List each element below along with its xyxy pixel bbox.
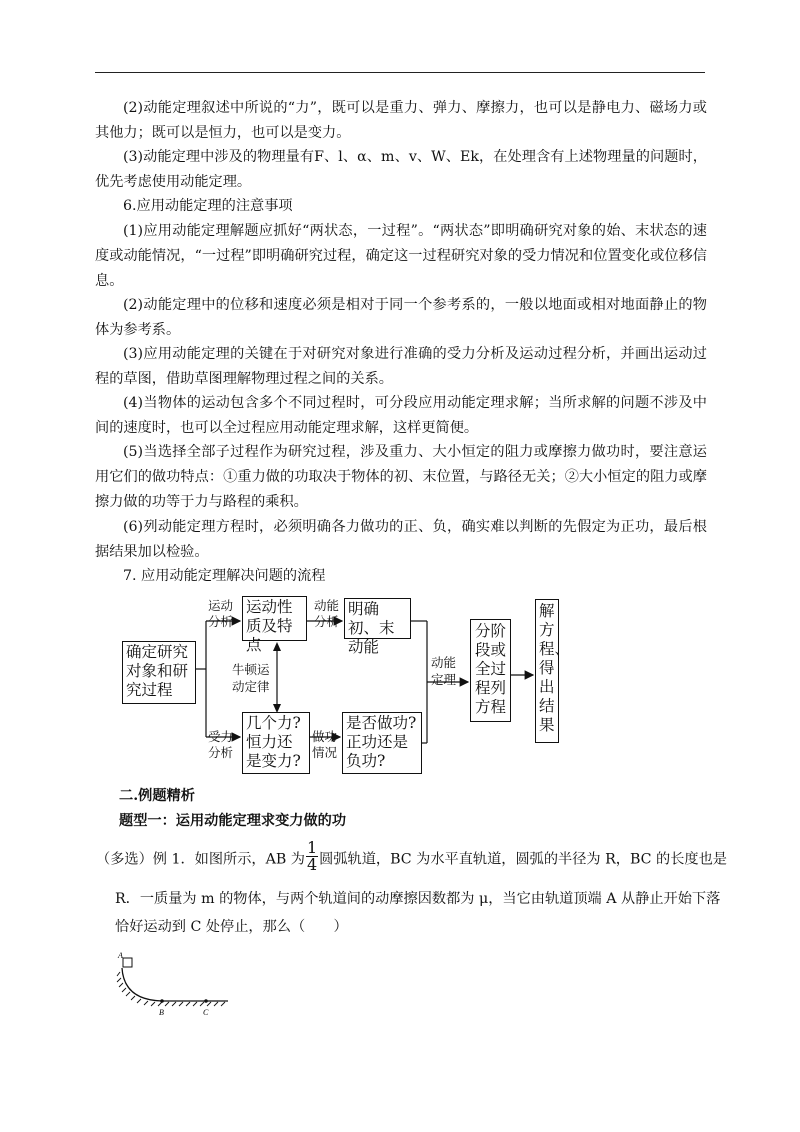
- example-line-1: [96, 838, 727, 874]
- track-surface: [122, 968, 228, 1001]
- paragraph-key-analysis: (3)应用动能定理的关键在于对研究对象进行准确的受力分析及运动过程分析，并画出运动过程的草图，借助草图理解物理过程之间的关系。: [95, 346, 707, 387]
- example-line-2: R．一质量为 m 的物体，与两个轨道间的动摩擦因数都为 μ，当它由轨道顶端 A 从静止开始下落: [115, 891, 721, 907]
- flow-box-work: 是否做功?正功还是负功?: [342, 712, 422, 774]
- example-line-3: 恰好运动到 C 处停止，那么（ ）: [115, 919, 348, 935]
- flow-box-result: 解方程、得出结果: [535, 599, 559, 743]
- label-a: A: [118, 951, 123, 960]
- heading-notes: 6.应用动能定理的注意事项: [123, 198, 293, 214]
- type-heading: 题型一：运用动能定理求变力做的功: [119, 813, 347, 829]
- section-heading: 二.例题精析: [119, 788, 195, 804]
- label-b: B: [159, 1008, 164, 1017]
- label-newton-laws: 牛顿运动定律: [232, 662, 270, 694]
- paragraph-two-states: (1)应用动能定理解题应抓好“两状态，一过程”。“两状态”即明确研究对象的始、末状态的速度或动能情况，“一过程”即明确研究过程，确定这一过程研究对象的受力情况和位置变化或位移信息。: [95, 223, 707, 289]
- label-ke-analysis: 动能分析: [314, 598, 340, 629]
- flow-box-motion-properties: 运动性质及特点: [242, 596, 307, 641]
- label-theorem: 动能定理: [431, 655, 457, 687]
- example-suffix: 圆弧轨道，BC 为水平直轨道，圆弧的半径为 R，BC 的长度也是: [319, 851, 727, 868]
- fraction-numerator: 1: [306, 838, 318, 857]
- point-b: [160, 999, 164, 1003]
- flow-box-define-object: 确定研究对象和研究过程: [122, 641, 196, 704]
- paragraph-reference-frame: (2)动能定理中的位移和速度必须是相对于同一个参考系的，一般以地面或相对地面静止的物体为参考系。: [95, 297, 707, 338]
- fraction-one-quarter: [306, 840, 318, 873]
- point-c: [204, 999, 208, 1003]
- flow-box-kinetic-energy: 明确初、末动能: [344, 598, 411, 639]
- example-prefix: （多选）例 1．如图所示，AB 为: [96, 851, 305, 868]
- heading-flow: 7. 应用动能定理解决问题的流程: [123, 568, 326, 584]
- fraction-denominator: 4: [306, 855, 318, 874]
- paragraph-work-features: (5)当选择全部子过程作为研究过程，涉及重力、大小恒定的阻力或摩擦力做功时，要注意运用它们的做功特点：①重力做的功取决于物体的初、末位置，与路径无关；②大小恒定的阻力或摩擦力做的功等于力与路程的乘积。: [95, 444, 707, 510]
- paragraph-multi-process: (4)当物体的运动包含多个不同过程时，可分段应用动能定理求解；当所求解的问题不涉及中间的速度时，也可以全过程应用动能定理求解，这样更简便。: [95, 395, 707, 436]
- paragraph-force-types: (2)动能定理叙述中所说的“力”，既可以是重力、弹力、摩擦力，也可以是静电力、磁场力或其他力；既可以是恒力，也可以是变力。: [95, 100, 707, 141]
- paragraph-quantities: (3)动能定理中涉及的物理量有F、l、α、m、v、W、Ek，在处理含有上述物理量的问题时，优先考虑使用动能定理。: [95, 149, 707, 190]
- label-c: C: [203, 1008, 209, 1017]
- label-work-case: 做功情况: [312, 729, 338, 760]
- flow-box-equation: 分阶段或全过程列方程: [470, 619, 511, 722]
- paragraph-sign-check: (6)列动能定理方程时，必须明确各力做功的正、负，确实难以判断的先假定为正功，最后根据结果加以检验。: [95, 519, 707, 560]
- block: [123, 958, 132, 967]
- label-motion-analysis: 运动分析: [208, 598, 234, 629]
- track-figure: [110, 948, 240, 1023]
- label-force-analysis: 受力分析: [208, 729, 234, 760]
- flow-box-forces: 几个力?恒力还是变力?: [242, 712, 310, 774]
